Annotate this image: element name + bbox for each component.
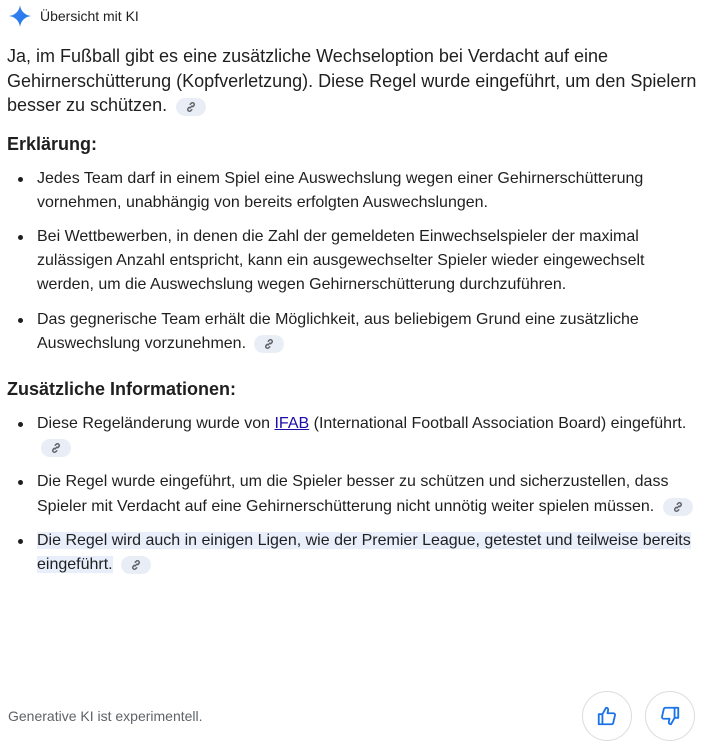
additional-info-list	[7, 412, 702, 577]
ai-overview-header	[8, 4, 139, 28]
header-title: Übersicht mit KI	[40, 8, 139, 24]
link-icon	[185, 101, 197, 113]
intro-text: Ja, im Fußball gibt es eine zusätzliche Wechseloption bei Verdacht auf eine Gehirnerschütterung (Kopfverletzung). Diese Regel wurde eingeführt, um den Spielern besser zu schützen.	[7, 46, 697, 115]
thumbs-down-button[interactable]	[645, 691, 695, 741]
list-item	[7, 225, 702, 298]
list-item-text: Jedes Team darf in einem Spiel eine Auswechslung wegen einer Gehirnerschütterung vornehmen, unabhängig von bereits erfolgten Auswechslungen.	[37, 169, 644, 211]
thumbs-up-icon	[596, 705, 618, 727]
list-item	[7, 412, 702, 460]
thumbs-down-icon	[659, 705, 681, 727]
disclaimer-text: Generative KI ist experimentell.	[8, 708, 203, 724]
source-link-chip[interactable]	[41, 439, 71, 457]
sparkle-icon	[8, 4, 32, 28]
thumbs-up-button[interactable]	[582, 691, 632, 741]
list-item	[7, 308, 702, 356]
intro-paragraph	[7, 44, 702, 118]
section-heading-erklaerung: Erklärung:	[7, 133, 98, 154]
source-link-chip[interactable]	[254, 335, 284, 353]
explanation-list	[7, 167, 702, 356]
link-icon	[672, 501, 684, 513]
list-item-highlighted	[7, 529, 702, 577]
source-link-chip[interactable]	[176, 98, 206, 116]
source-link-chip[interactable]	[663, 498, 693, 516]
list-item-text-before: Diese Regeländerung wurde von	[37, 414, 275, 432]
ifab-link[interactable]: IFAB	[274, 414, 310, 432]
link-icon	[263, 338, 275, 350]
list-item	[7, 167, 702, 215]
highlighted-text: Die Regel wird auch in einigen Ligen, wie der Premier League, getestet und teilweise bereits eingeführt.	[37, 531, 691, 573]
list-item-text: Die Regel wurde eingeführt, um die Spieler besser zu schützen und sicherzustellen, dass Spieler mit Verdacht auf eine Gehirnerschütterung nicht unnötig weiter spielen müssen.	[37, 473, 669, 515]
section-heading-zusaetzliche-informationen: Zusätzliche Informationen:	[7, 378, 237, 399]
link-icon	[50, 442, 62, 454]
list-item-text: Bei Wettbewerben, in denen die Zahl der gemeldeten Einwechselspieler der maximal zulässigen Anzahl entspricht, kann ein ausgewechselter Spieler wieder eingewechselt werden, um die Auswechslung wegen Gehirnerschütterung durchzuführen.	[37, 227, 645, 294]
source-link-chip[interactable]	[121, 556, 151, 574]
list-item	[7, 470, 702, 518]
list-item-text: Das gegnerische Team erhält die Möglichkeit, aus beliebigem Grund eine zusätzliche Auswechslung vorzunehmen.	[37, 310, 639, 352]
ai-overview-content	[7, 44, 702, 577]
link-icon	[130, 559, 142, 571]
list-item-text-after: (International Football Association Board) eingeführt.	[309, 414, 687, 432]
